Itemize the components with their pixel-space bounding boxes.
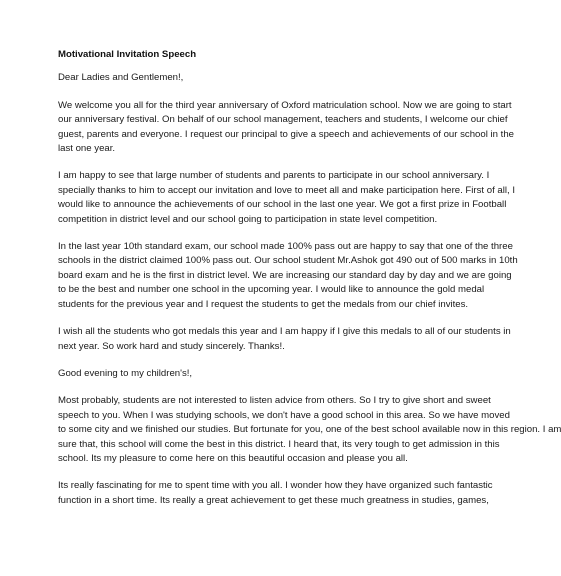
paragraph-line: students for the previous year and I request the students to get the medals from our chief invites. bbox=[58, 298, 469, 310]
paragraph-line: competition in district level and our school going to participation in state level competition. bbox=[58, 213, 438, 225]
paragraph-wishes bbox=[58, 325, 511, 354]
paragraph-line: board exam and he is the first in district level. We are increasing our standard day by day and we are going bbox=[58, 269, 512, 281]
paragraph-line: schools in the district claimed 100% pass out. Our school student Mr.Ashok got 490 out of 500 marks in 10th bbox=[58, 255, 518, 267]
document-title: Motivational Invitation Speech bbox=[58, 49, 197, 60]
paragraph-line: sure that, this school will come the best in this district. I heard that, its very tough to get admission in this bbox=[58, 438, 500, 450]
paragraph-line: next year. So work hard and study sincerely. Thanks!. bbox=[58, 340, 285, 352]
paragraph-closing bbox=[58, 479, 493, 508]
paragraph-exam-results bbox=[58, 240, 518, 312]
paragraph-greeting bbox=[58, 367, 442, 381]
paragraph-line: speech to you. When I was studying schools, we don't have a good school in this area. So we have moved bbox=[58, 409, 510, 421]
paragraph-line: specially thanks to him to accept our invitation and love to meet all and make participation here. First of all, I bbox=[58, 184, 516, 196]
paragraph-line: Good evening to my children's!, bbox=[58, 367, 193, 379]
paragraph-line: to be the best and number one school in the upcoming year. I would like to announce the gold medal bbox=[58, 284, 485, 296]
paragraph-line: last one year. bbox=[58, 143, 116, 155]
document-body bbox=[58, 48, 561, 521]
paragraph-line: function in a short time. Its really a great achievement to get these much greatness in studies, games, bbox=[58, 494, 489, 506]
paragraph-line: In the last year 10th standard exam, our school made 100% pass out are happy to say that one of the three bbox=[58, 241, 513, 253]
paragraph-line: guest, parents and everyone. I request our principal to give a speech and achievements of our school in the bbox=[58, 128, 514, 140]
paragraph-line: I am happy to see that large number of students and parents to participate in our school anniversary. I bbox=[58, 170, 490, 182]
paragraph-line: would like to announce the achievements of our school in the last one year. We got a first prize in Football bbox=[58, 199, 507, 211]
salutation: Dear Ladies and Gentlemen!, bbox=[58, 72, 184, 84]
paragraph-line: to some city and we finished our studies. But fortunate for you, one of the best school available now in this region. I am bbox=[58, 424, 561, 436]
paragraph-line: I wish all the students who got medals this year and I am happy if I give this medals to all of our students in bbox=[58, 326, 511, 338]
paragraph-line: school. Its my pleasure to come here on this beautiful occasion and please you all. bbox=[58, 452, 408, 464]
paragraph-line: Most probably, students are not interested to listen advice from others. So I try to give short and sweet bbox=[58, 395, 491, 407]
paragraph-welcome bbox=[58, 99, 514, 157]
paragraph-line: our anniversary festival. On behalf of our school management, teachers and students, I welcome our chief bbox=[58, 114, 508, 126]
paragraph-line: We welcome you all for the third year anniversary of Oxford matriculation school. Now we are going to start bbox=[58, 99, 512, 111]
paragraph-line: Its really fascinating for me to spent time with you all. I wonder how they have organized such fantastic bbox=[58, 480, 493, 492]
paragraph-advice bbox=[58, 394, 561, 466]
paragraph-achievements bbox=[58, 169, 516, 227]
